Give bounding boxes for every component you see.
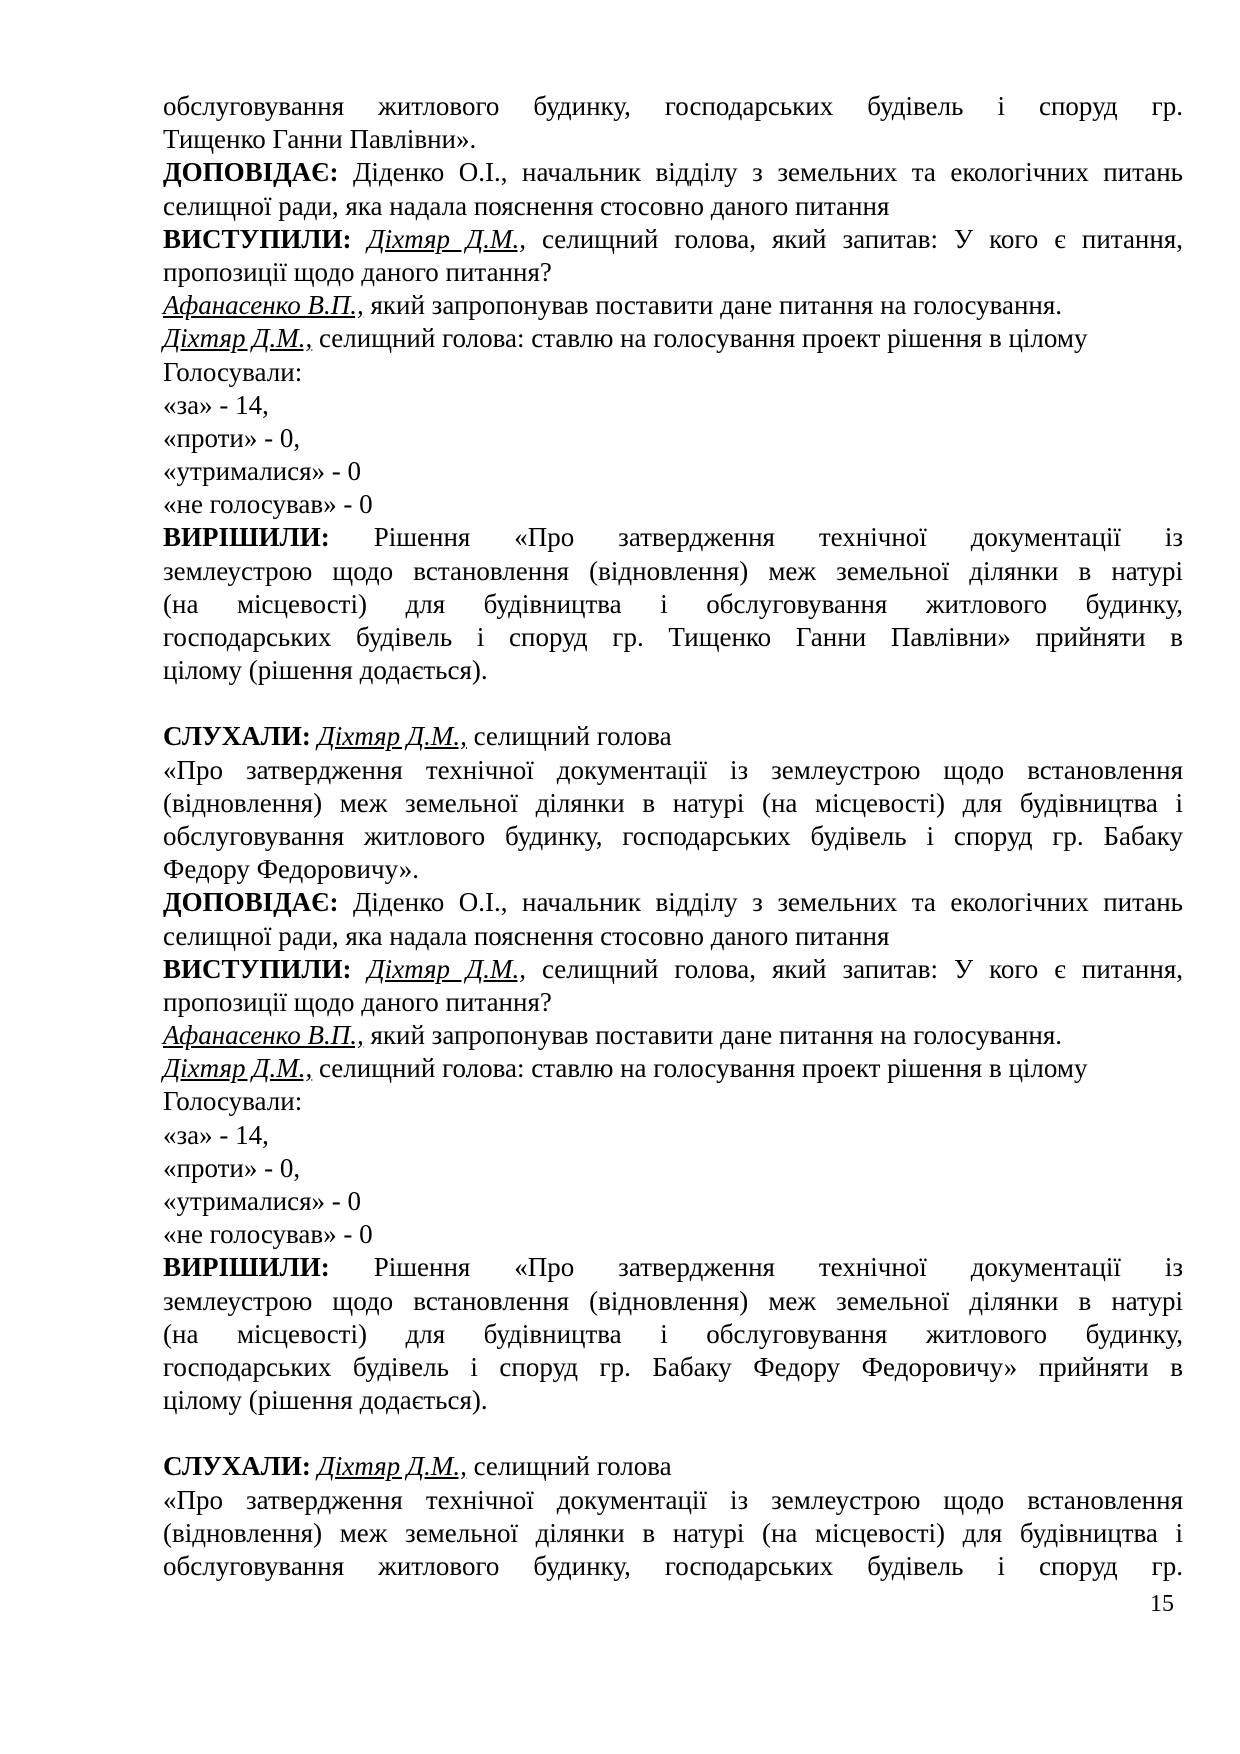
dopovidaye-line: [163, 920, 1183, 953]
text-span: Тищенко Ганни Павлівни».: [163, 124, 477, 155]
title-line: [163, 820, 1183, 853]
speaker-name: Діхтяр Д.М.,: [163, 1053, 313, 1084]
title-line: [163, 1484, 1183, 1517]
text-span: землеустрою щодо встановлення (відновлення) меж земельної ділянки в натурі: [163, 555, 1183, 586]
text-span: обслуговування житлового будинку, господарських будівель і споруд гр.: [163, 1550, 1183, 1581]
text-span: (на місцевості) для будівництва і обслуговування житлового будинку,: [163, 1318, 1183, 1349]
text-span: землеустрою щодо встановлення (відновлення) меж земельної ділянки в натурі: [163, 1285, 1183, 1316]
slukhaly-line: [163, 1450, 1183, 1483]
afanasenko-line: [163, 289, 1183, 322]
text-span: господарських будівель і споруд гр. Бабаку Федору Федоровичу» прийняти в: [163, 1351, 1183, 1382]
text-line: [163, 90, 1183, 123]
vyrishyly-line: [163, 521, 1183, 554]
text-span: обслуговування житлового будинку, господарських будівель і споруд гр. Бабаку: [163, 820, 1183, 851]
vote-for: «за» - 14,: [163, 389, 269, 420]
text-span: селищний голова: ставлю на голосування проект рішення в цілому: [312, 323, 1088, 354]
text-span: селищної ради, яка надала пояснення стосовно даного питання: [163, 190, 890, 221]
title-line: [163, 754, 1183, 787]
text-span: (відновлення) меж земельної ділянки в натурі (на місцевості) для будівництва і: [163, 787, 1183, 818]
title-line: [163, 787, 1183, 820]
title-line: [163, 1550, 1183, 1583]
text-span: селищний голова: [466, 721, 672, 752]
vystupyly-line: [163, 953, 1183, 986]
dikhtiar-line: [163, 1052, 1183, 1085]
vote-for: «за» - 14,: [163, 1119, 269, 1150]
title-line: [163, 1517, 1183, 1550]
text-span: селищний голова: [466, 1451, 672, 1482]
text-span: селищний голова, який запитав: У кого є питання,: [525, 223, 1183, 254]
speaker-name: Афанасенко В.П.,: [163, 1020, 364, 1051]
page-content: [163, 90, 1183, 1583]
vote-heading: Голосували:: [163, 1086, 303, 1117]
vyrishyly-line: [163, 588, 1183, 621]
dopovidaye-label: ДОПОВІДАЄ:: [163, 157, 339, 188]
dopovidaye-label: ДОПОВІДАЄ:: [163, 887, 339, 918]
vystupyly-label: ВИСТУПИЛИ:: [163, 223, 352, 254]
text-span: який запропонував поставити дане питання на голосування.: [363, 1020, 1063, 1051]
slukhaly-line: [163, 720, 1183, 753]
text-span: «Про затвердження технічної документації із землеустрою щодо встановлення: [163, 1484, 1183, 1515]
vyrishyly-line: [163, 1351, 1183, 1384]
vote-against: «проти» - 0,: [163, 422, 301, 453]
text-span: селищний голова, який запитав: У кого є питання,: [525, 953, 1183, 984]
text-span: Рішення «Про затвердження технічної документації із: [329, 1252, 1183, 1283]
vyrishyly-line: [163, 555, 1183, 588]
speaker-name: Афанасенко В.П.,: [163, 290, 364, 321]
vyrishyly-label: ВИРІШИЛИ:: [163, 522, 330, 553]
vyrishyly-line: [163, 1251, 1183, 1284]
dopovidaye-line: [163, 886, 1183, 919]
text-span: який запропонував поставити дане питання на голосування.: [363, 290, 1063, 321]
vystupyly-line: [163, 986, 1183, 1019]
vote-abstained: «утрималися» - 0: [163, 456, 362, 487]
paragraph-spacer: [163, 1417, 1183, 1450]
afanasenko-line: [163, 1019, 1183, 1052]
text-span: Федору Федоровичу».: [163, 854, 419, 885]
slukhaly-label: СЛУХАЛИ:: [163, 1451, 311, 1482]
dopovidaye-text: Діденко О.І., начальник відділу з земельних та екологічних питань: [338, 157, 1183, 188]
vote-abstained: «утрималися» - 0: [163, 1186, 362, 1216]
slukhaly-label: СЛУХАЛИ:: [163, 721, 311, 752]
page-number: 15: [1150, 1591, 1174, 1617]
text-span: обслуговування житлового будинку, господарських будівель і споруд гр.: [163, 91, 1183, 121]
text-span: «Про затвердження технічної документації із землеустрою щодо встановлення: [163, 754, 1183, 785]
vyrishyly-line: [163, 1384, 1183, 1417]
vystupyly-line: [163, 256, 1183, 289]
text-span: цілому (рішення додається).: [163, 1385, 488, 1416]
vystupyly-label: ВИСТУПИЛИ:: [163, 953, 352, 984]
speaker-name: Діхтяр Д.М.,: [317, 1451, 467, 1482]
paragraph-spacer: [163, 687, 1183, 720]
dopovidaye-line: [163, 190, 1183, 223]
text-span: господарських будівель і споруд гр. Тищенко Ганни Павлівни» прийняти в: [163, 622, 1183, 652]
vyrishyly-line: [163, 654, 1183, 687]
vystupyly-line: [163, 223, 1183, 256]
text-span: пропозиції щодо даного питання?: [163, 986, 552, 1017]
dopovidaye-line: [163, 156, 1183, 189]
speaker-name: Діхтяр Д.М.,: [317, 721, 467, 752]
vyrishyly-line: [163, 1318, 1183, 1351]
title-line: [163, 853, 1183, 886]
text-span: (відновлення) меж земельної ділянки в натурі (на місцевості) для будівництва і: [163, 1517, 1183, 1548]
vyrishyly-line: [163, 621, 1183, 654]
text-span: Діденко О.І., начальник відділу з земельних та екологічних питань: [338, 887, 1183, 918]
text-span: Рішення «Про затвердження технічної документації із: [329, 522, 1183, 553]
text-span: селищний голова: ставлю на голосування проект рішення в цілому: [312, 1053, 1088, 1084]
text-span: селищної ради, яка надала пояснення стосовно даного питання: [163, 920, 890, 951]
vote-not-voted: «не голосував» - 0: [163, 1219, 373, 1250]
vote-against: «проти» - 0,: [163, 1152, 301, 1183]
text-span: цілому (рішення додається).: [163, 655, 488, 686]
text-span: (на місцевості) для будівництва і обслуговування житлового будинку,: [163, 588, 1183, 619]
speaker-name: Діхтяр Д.М.,: [163, 323, 313, 354]
speaker-name: Діхтяр Д.М.,: [367, 223, 526, 254]
vote-not-voted: «не голосував» - 0: [163, 489, 373, 520]
text-span: пропозиції щодо даного питання?: [163, 256, 552, 287]
vyrishyly-line: [163, 1285, 1183, 1318]
vyrishyly-label: ВИРІШИЛИ:: [163, 1252, 330, 1283]
vote-heading: Голосували:: [163, 356, 303, 387]
speaker-name: Діхтяр Д.М.,: [367, 953, 526, 984]
dikhtiar-line: [163, 322, 1183, 355]
text-line: [163, 123, 1183, 156]
